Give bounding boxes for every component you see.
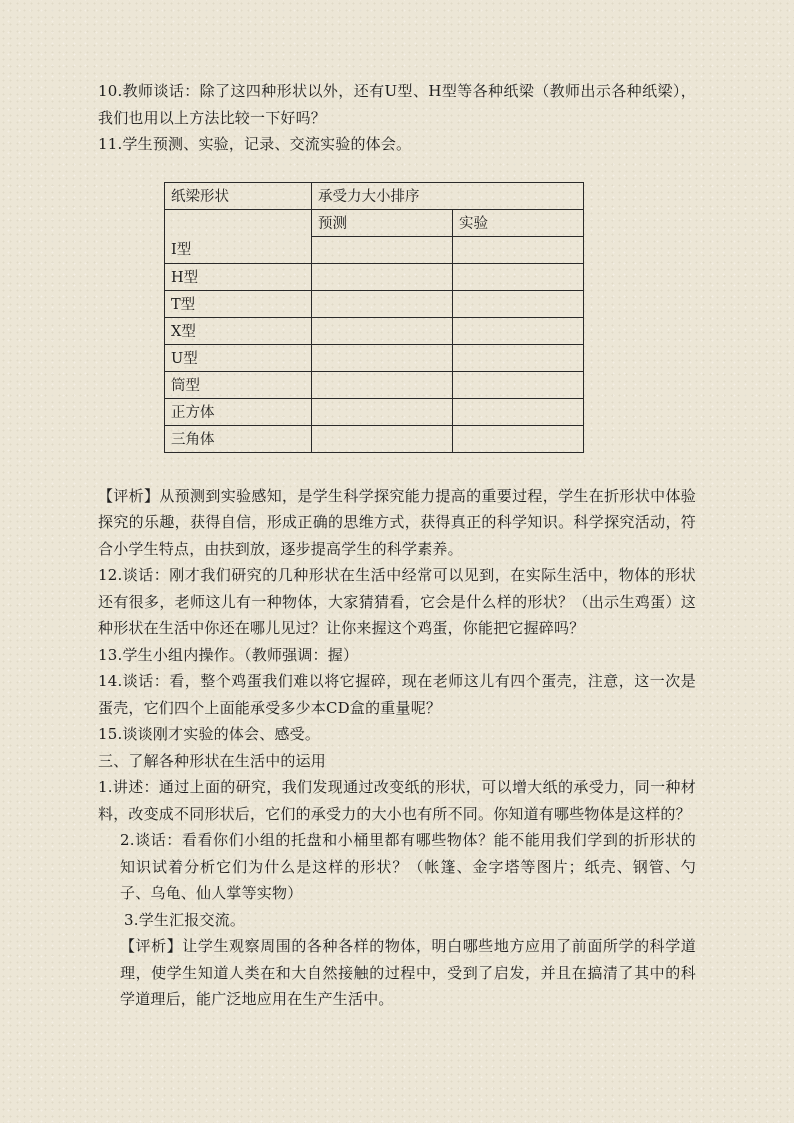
table-header-shape-spacer [165,209,312,263]
table-header-load-order: 承受力大小排序 [312,182,584,209]
table-row [165,317,584,344]
paragraph-12: 12.谈话：刚才我们研究的几种形状在生活中经常可以见到，在实际生活中，物体的形状还有很多，老师这儿有一种物体，大家猜猜看，它会是什么样的形状？（出示生鸡蛋）这种形状在生活中你还在哪儿见过？让你来握这个鸡蛋，你能把它握碎吗？ [98,566,696,637]
table-cell-experiment[interactable] [453,263,584,290]
table-cell-predict[interactable] [312,317,453,344]
table-row [165,425,584,452]
table-row-label: X型 [165,317,312,344]
table-cell-experiment[interactable] [453,290,584,317]
table-cell-predict[interactable] [312,236,453,263]
table-row-label: 筒型 [165,371,312,398]
commentary-2: 【评析】让学生观察周围的各种各样的物体，明白哪些地方应用了前面所学的科学道理，使学生知道人类在和大自然接触的过程中，受到了启发，并且在搞清了其中的科学道理后，能广泛地应用在生产生活中。 [120,937,696,1008]
table-row-label: T型 [165,290,312,317]
paragraph-14: 14.谈话：看，整个鸡蛋我们难以将它握碎，现在老师这儿有四个蛋壳，注意，这一次是蛋壳，它们四个上面能承受多少本CD盒的重量呢？ [98,672,696,717]
table-row [165,371,584,398]
table-cell-experiment[interactable] [453,236,584,263]
paragraph-15: 15.谈谈刚才实验的体会、感受。 [98,725,321,743]
paragraph-s3-2: 2.谈话：看看你们小组的托盘和小桶里都有哪些物体？能不能用我们学到的折形状的知识试着分析它们为什么是这样的形状？（帐篷、金字塔等图片；纸壳、钢管、勺子、乌龟、仙人掌等实物） [120,831,696,902]
paragraph-13: 13.学生小组内操作。（教师强调：握） [98,645,359,664]
table-row [165,344,584,371]
table-row [165,263,584,290]
table-row-label: 正方体 [165,398,312,425]
table-subheader-experiment: 实验 [453,209,584,236]
table-cell-predict[interactable] [312,344,453,371]
paragraph-10: 10.教师谈话：除了这四种形状以外，还有U型、H型等各种纸梁（教师出示各种纸梁），我们也用以上方法比较一下好吗？ [98,82,696,127]
table-container [164,182,696,453]
table-row-label: U型 [165,344,312,371]
table-row-label: I型 [171,241,192,258]
table-cell-predict[interactable] [312,290,453,317]
table-cell-predict[interactable] [312,371,453,398]
table-cell-experiment[interactable] [453,344,584,371]
paragraph-s3-1: 1.讲述：通过上面的研究，我们发现通过改变纸的形状，可以增大纸的承受力，同一种材料，改变成不同形状后，它们的承受力的大小也有所不同。你知道有哪些物体是这样的？ [98,778,696,823]
spacer [98,453,696,483]
table-row-label: 三角体 [165,425,312,452]
table-row-label: H型 [165,263,312,290]
commentary-1: 【评析】从预测到实验感知，是学生科学探究能力提高的重要过程，学生在折形状中体验探究的乐趣，获得自信，形成正确的思维方式，获得真正的科学知识。科学探究活动，符合小学生特点，由扶到放，逐步提高学生的科学素养。 [98,486,696,558]
table-row [165,290,584,317]
table-cell-experiment[interactable] [453,425,584,452]
table-subheader-predict: 预测 [312,209,453,236]
document-page [98,78,696,1013]
table-cell-predict[interactable] [312,263,453,290]
section-heading-3: 三、了解各种形状在生活中的运用 [98,751,327,770]
table-row [165,398,584,425]
table-cell-predict[interactable] [312,398,453,425]
paragraph-s3-3: 3.学生汇报交流。 [124,910,246,929]
table-cell-experiment[interactable] [453,371,584,398]
shape-load-table [164,182,584,453]
table-cell-experiment[interactable] [453,317,584,344]
paragraph-11: 11.学生预测、实验，记录、交流实验的体会。 [98,135,412,153]
table-header-shape: 纸梁形状 [165,182,312,209]
table-cell-predict[interactable] [312,425,453,452]
table-cell-experiment[interactable] [453,398,584,425]
